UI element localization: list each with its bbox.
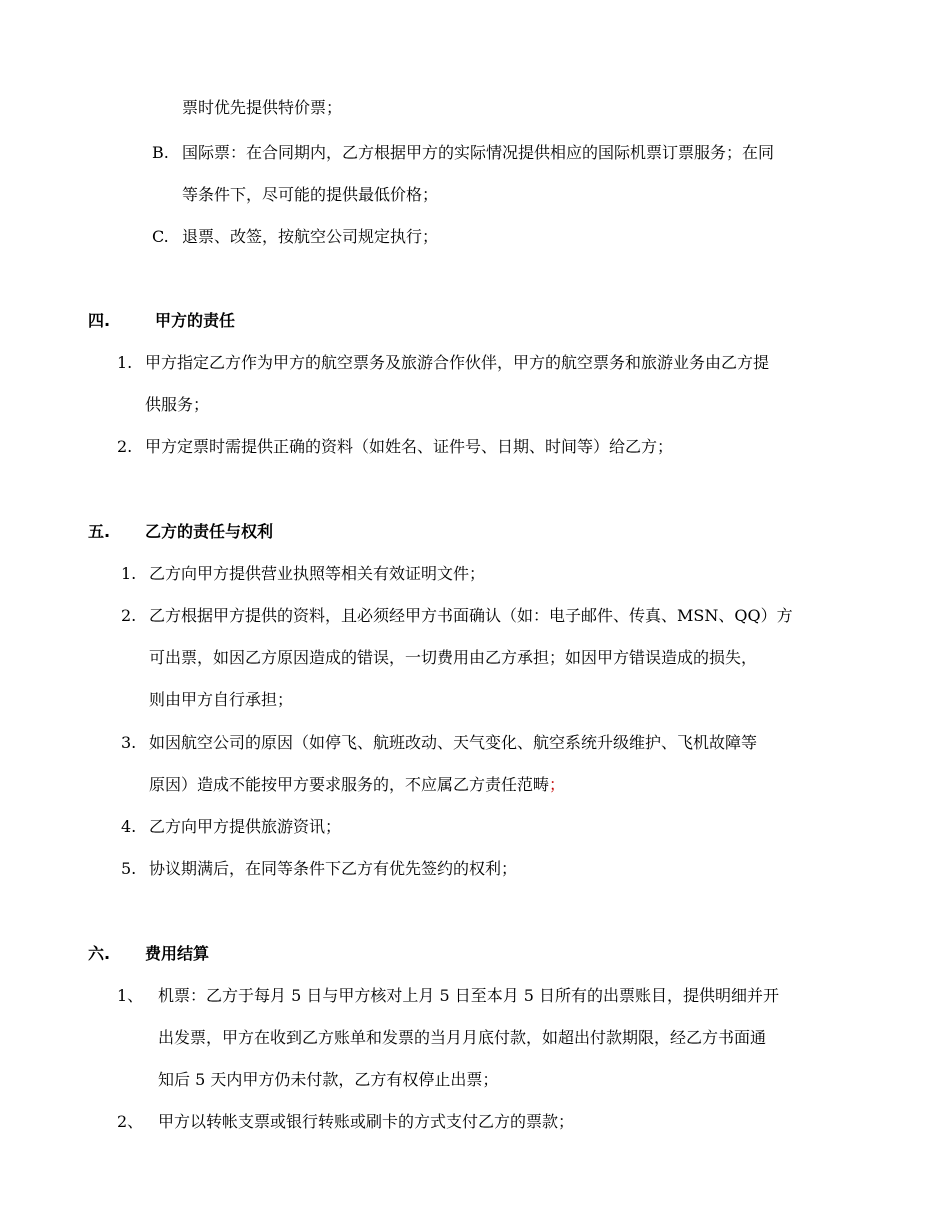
item-c-line1: 退票、改签，按航空公司规定执行；	[182, 227, 439, 246]
s5-item4-line1: 乙方向甲方提供旅游资讯；	[149, 817, 342, 836]
item-b-marker: B.	[152, 143, 169, 162]
s6-item2-line1: 甲方以转帐支票或银行转账或刷卡的方式支付乙方的票款；	[158, 1112, 575, 1131]
section4-number: 四.	[88, 311, 111, 330]
section5-title: 乙方的责任与权利	[145, 522, 274, 541]
s5-item5-num: 5.	[121, 859, 137, 878]
section4-title: 甲方的责任	[155, 311, 236, 330]
s5-item3-line2-tail: ；	[549, 775, 566, 794]
s5-item2-num: 2.	[121, 606, 137, 625]
s6-item1-line3: 知后 5 天内甲方仍未付款，乙方有权停止出票；	[158, 1070, 499, 1089]
s5-item2-line1: 乙方根据甲方提供的资料，且必须经甲方书面确认（如：电子邮件、传真、MSN、QQ）方	[149, 606, 793, 625]
s4-item1-line1: 甲方指定乙方作为甲方的航空票务及旅游合作伙伴，甲方的航空票务和旅游业务由乙方提	[145, 353, 770, 372]
s5-item2-line2: 可出票，如因乙方原因造成的错误，一切费用由乙方承担；如因甲方错误造成的损失，	[149, 648, 758, 667]
s4-item1-num: 1.	[117, 353, 133, 372]
item-b-line2: 等条件下，尽可能的提供最低价格；	[182, 185, 439, 204]
s5-item3-line2-wrap	[149, 775, 565, 795]
s5-item1-num: 1.	[121, 564, 137, 583]
s4-item1-line2: 供服务；	[145, 395, 210, 414]
s5-item5-line1: 协议期满后，在同等条件下乙方有优先签约的权利；	[149, 859, 518, 878]
section5-number: 五.	[88, 522, 111, 541]
s6-item1-line2: 出发票，甲方在收到乙方账单和发票的当月月底付款，如超出付款期限，经乙方书面通	[158, 1028, 767, 1047]
item-c-marker: C.	[152, 227, 169, 246]
s6-item1-line1: 机票：乙方于每月 5 日与甲方核对上月 5 日至本月 5 日所有的出票账目，提供明细并开	[158, 986, 780, 1005]
s5-item1-line1: 乙方向甲方提供营业执照等相关有效证明文件；	[149, 564, 486, 583]
s5-item3-line1: 如因航空公司的原因（如停飞、航班改动、天气变化、航空系统升级维护、飞机故障等	[149, 733, 758, 752]
section6-number: 六.	[88, 944, 111, 963]
s5-item3-num: 3.	[121, 733, 137, 752]
section6-title: 费用结算	[145, 944, 210, 963]
item-a-tail: 票时优先提供特价票；	[182, 98, 343, 117]
s5-item3-line2: 原因）造成不能按甲方要求服务的，不应属乙方责任范畴	[149, 775, 550, 794]
s4-item2-num: 2.	[117, 437, 133, 456]
s5-item4-num: 4.	[121, 817, 137, 836]
s4-item2-line1: 甲方定票时需提供正确的资料（如姓名、证件号、日期、时间等）给乙方；	[145, 437, 674, 456]
item-b-line1: 国际票：在合同期内，乙方根据甲方的实际情况提供相应的国际机票订票服务；在同	[182, 143, 775, 162]
s6-item2-num: 2、	[117, 1112, 144, 1131]
s6-item1-num: 1、	[117, 986, 144, 1005]
s5-item2-line3: 则由甲方自行承担；	[149, 690, 294, 709]
